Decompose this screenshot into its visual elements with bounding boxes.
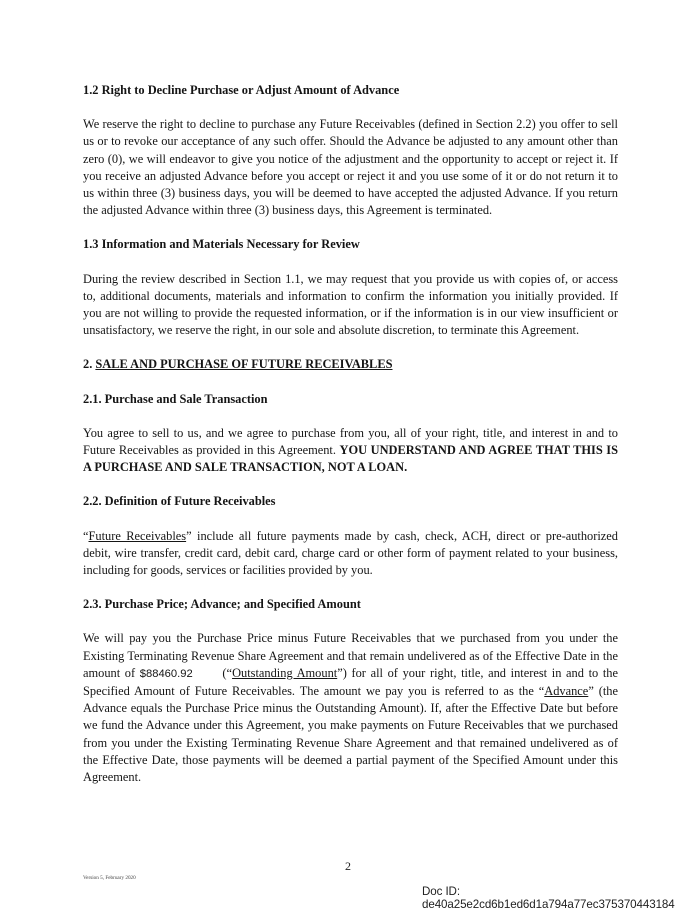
section-1-2-body: We reserve the right to decline to purchase any Future Receivables (defined in Section 2.2) you offer to sell us or to revoke our acceptance of any such offer. Should the Advance be adjusted to any amount other than zero (0), we will endeavor to give you notice of the adjustment and the opportunity to accept or reject it. If you receive an adjusted Advance before you accept or reject it and you use some of it or do not return it to us within three (3) business days, you will be deemed to have accepted the adjusted Advance. If you return the adjusted Advance within three (3) business days, this Agreement is terminated. xyxy=(83,117,618,218)
section-1-3-body: During the review described in Section 1.1, we may request that you provide us with copies of, or access to, additional documents, materials and information to confirm the information you initially provided. If you are not willing to provide the requested information, or if the information is in our view insufficient or unsatisfactory, we reserve the right, in our sole and absolute discretion, to terminate this Agreement. xyxy=(83,271,618,338)
section-2-2-text: include all future payments made by cash, check, ACH, direct or pre-authorized debit, wire transfer, credit card, debit card, charge card or other form of payment related to your business, including for goods, services or facilities provided by you. xyxy=(83,528,618,578)
section-2-number: 2. xyxy=(83,357,96,372)
defined-term-outstanding-amount: Outstanding Amount xyxy=(232,665,338,680)
document-content xyxy=(83,82,618,786)
section-2-3-text-2: (“ xyxy=(217,665,233,680)
section-2-3-text-1: We will pay you the Purchase Price minus Future Receivables that we purchased from you under the Existing Terminating Revenue Share Agreement and that remain undelivered as of the Effective Date in the amount of xyxy=(83,631,618,680)
section-2-1-bold-notice: YOU UNDERSTAND AND AGREE THAT THIS IS A PURCHASE AND SALE TRANSACTION, NOT A LOAN. xyxy=(83,443,618,475)
quote-close: ” xyxy=(186,528,192,543)
version-label: Version 5, February 2020 xyxy=(83,875,136,881)
section-2-1-body xyxy=(83,425,618,477)
section-1-2-heading: 1.2 Right to Decline Purchase or Adjust Amount of Advance xyxy=(83,83,400,97)
section-2-3-heading: 2.3. Purchase Price; Advance; and Specified Amount xyxy=(83,597,361,612)
section-2-1-heading: 2.1. Purchase and Sale Transaction xyxy=(83,391,268,406)
section-2-3-body xyxy=(83,630,618,786)
page-number: 2 xyxy=(345,859,351,873)
section-2-3-text-4: ” (the Advance equals the Purchase Price minus the Outstanding Amount). If, after the Effective Date but before we fund the Advance under this Agreement, you make payments on Future Receivables that we purchased from you under the Existing Terminating Revenue Share Agreement and that remained undelivered as of the Effective Date, those payments will be deemed a partial payment of the Specified Amount under this Agreement. xyxy=(83,684,618,785)
section-2-1-text: You agree to sell to us, and we agree to purchase from you, all of your right, title, and interest in and to Future Receivables as provided in this Agreement. xyxy=(83,425,618,458)
defined-term-future-receivables: Future Receivables xyxy=(88,528,187,543)
outstanding-amount-field: $88460.92 xyxy=(139,667,193,680)
section-2-2-heading: 2.2. Definition of Future Receivables xyxy=(83,494,276,509)
section-2-2-body xyxy=(83,528,618,580)
doc-id: Doc ID: de40a25e2cd6b1ed6d1a794a77ec375370443184 xyxy=(422,885,675,911)
quote-open: “ xyxy=(83,528,89,543)
section-2-3-text-3: ”) for all of your right, title, and interest in and to the Specified Amount of Future Receivables. The amount we pay you is referred to as the “ xyxy=(83,665,618,699)
defined-term-advance: Advance xyxy=(544,684,589,699)
section-1-3-heading: 1.3 Information and Materials Necessary for Review xyxy=(83,237,360,252)
section-2-heading xyxy=(83,356,618,373)
section-2-title: SALE AND PURCHASE OF FUTURE RECEIVABLES xyxy=(95,357,393,372)
